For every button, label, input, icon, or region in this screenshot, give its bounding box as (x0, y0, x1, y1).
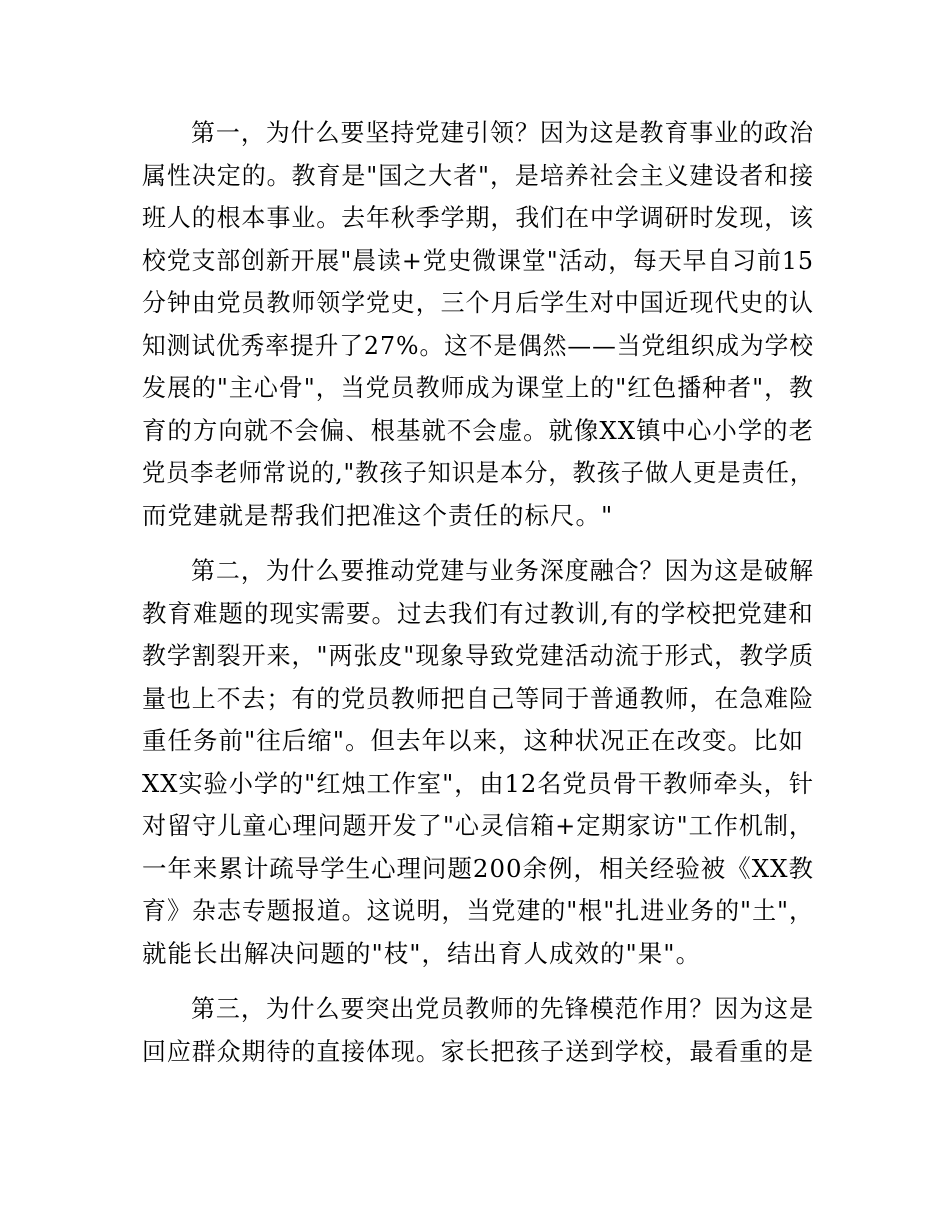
paragraph-1 (142, 112, 814, 537)
text-line: 育》杂志专题报道。这说明，当党建的"根"扎进业务的"土"， (142, 896, 814, 925)
text-line: XX实验小学的"红烛工作室"，由12名党员骨干教师牵头，针 (142, 768, 814, 798)
text-line: 育的方向就不会偏、根基就不会虚。就像XX镇中心小学的老 (142, 415, 814, 445)
text-line: 党员李老师常说的,"教孩子知识是本分，教孩子做人更是责任， (142, 458, 814, 487)
text-line: 第三，为什么要突出党员教师的先锋模范作用？因为这是 (191, 994, 814, 1023)
paragraph-2 (142, 550, 814, 975)
text-line: 就能长出解决问题的"枝"，结出育人成效的"果"。 (142, 938, 702, 968)
text-line: 一年来累计疏导学生心理问题200余例，相关经验被《XX教 (142, 853, 814, 883)
text-line: 对留守儿童心理问题开发了"心灵信箱+定期家访"工作机制， (142, 811, 814, 840)
document-body (142, 112, 814, 1086)
text-line: 分钟由党员教师领学党史，三个月后学生对中国近现代史的认 (142, 288, 814, 317)
text-line: 发展的"主心骨"，当党员教师成为课堂上的"红色播种者"，教 (142, 373, 814, 402)
text-line: 量也上不去；有的党员教师把自己等同于普通教师，在急难险 (142, 683, 814, 713)
text-line: 重任务前"往后缩"。但去年以来，这种状况正在改变。比如 (142, 726, 805, 755)
text-line: 知测试优秀率提升了27%。这不是偶然——当党组织成为学校 (142, 330, 814, 360)
text-line: 教育难题的现实需要。过去我们有过教训,有的学校把党建和 (142, 598, 814, 628)
text-line: 班人的根本事业。去年秋季学期，我们在中学调研时发现，该 (142, 203, 814, 232)
text-line: 而党建就是帮我们把准这个责任的标尺。" (142, 500, 614, 530)
text-line: 校党支部创新开展"晨读+党史微课堂"活动，每天早自习前15 (142, 245, 814, 275)
text-line: 第二，为什么要推动党建与业务深度融合？因为这是破解 (191, 556, 814, 585)
text-line: 第一，为什么要坚持党建引领？因为这是教育事业的政治 (191, 118, 814, 147)
paragraph-3 (142, 988, 814, 1073)
text-line: 属性决定的。教育是"国之大者"，是培养社会主义建设者和接 (142, 160, 814, 190)
text-line: 回应群众期待的直接体现。家长把孩子送到学校，最看重的是 (142, 1036, 814, 1066)
text-line: 教学割裂开来，"两张皮"现象导致党建活动流于形式，教学质 (142, 641, 814, 670)
